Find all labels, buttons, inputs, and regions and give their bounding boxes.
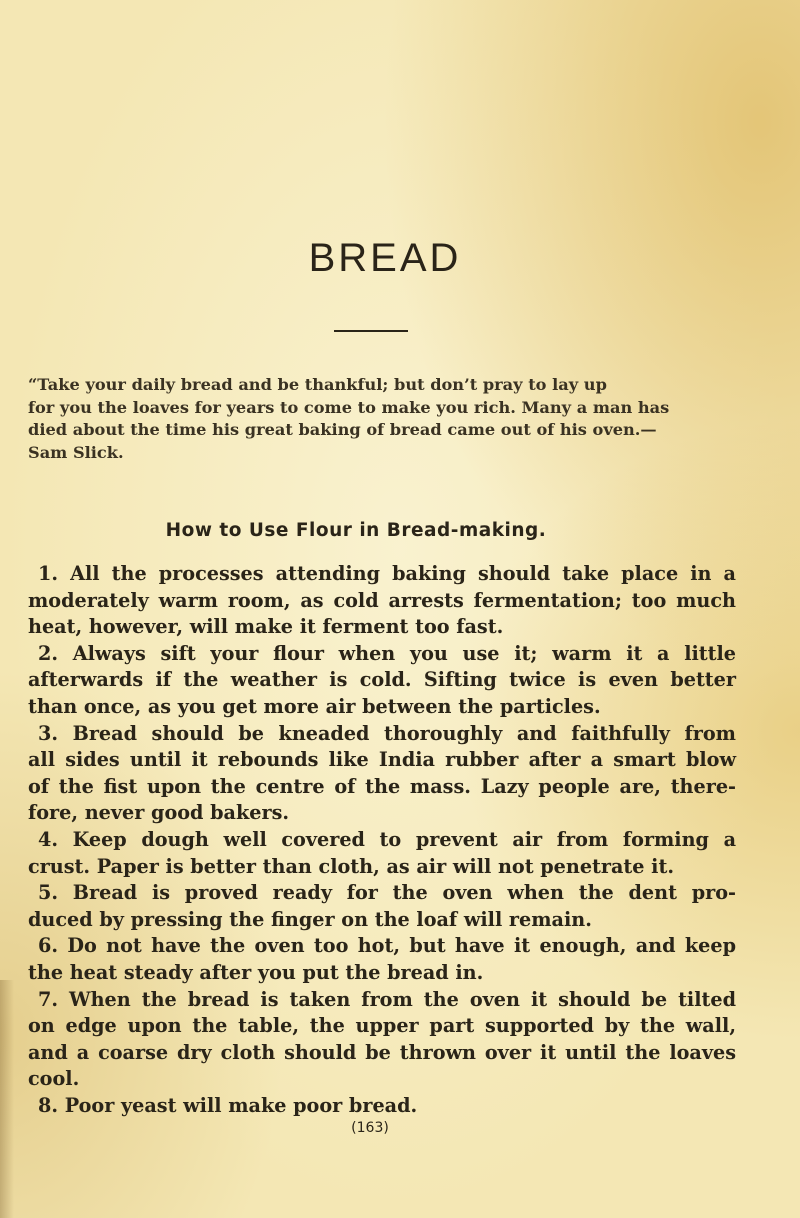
page-title: BREAD <box>308 236 462 280</box>
item-line: 2. Always sift your flour when you use it; warm it a little <box>38 641 736 665</box>
item-line: 6. Do not have the oven too hot, but have it enough, and keep <box>38 934 736 958</box>
epigraph <box>28 374 738 464</box>
epigraph-line: for you the loaves for years to come to make you rich. Many a man has <box>28 397 670 417</box>
item-line: crust. Paper is better than cloth, as air will not penetrate it. <box>28 854 675 878</box>
item-line: duced by pressing the finger on the loaf will remain. <box>28 907 592 931</box>
epigraph-line: Sam Slick. <box>28 442 124 462</box>
page-number: (163) <box>351 1120 389 1136</box>
item-line: 7. When the bread is taken from the oven it should be tilted <box>38 987 736 1011</box>
epigraph-line: died about the time his great baking of bread came out of his oven.— <box>28 420 657 440</box>
item-line: and a coarse dry cloth should be thrown over it until the loaves <box>28 1040 736 1064</box>
item-line: afterwards if the weather is cold. Sifting twice is even better <box>28 668 736 692</box>
list-item <box>28 880 736 933</box>
section-heading: How to Use Flour in Bread-making. <box>165 520 547 541</box>
list-item <box>28 1093 736 1120</box>
list-item <box>28 641 736 721</box>
item-line: 5. Bread is proved ready for the oven when the dent pro- <box>38 881 736 905</box>
list-item <box>28 721 736 827</box>
item-line: than once, as you get more air between the particles. <box>28 694 601 718</box>
item-line: cool. <box>28 1067 80 1091</box>
binding-shadow <box>0 980 14 1218</box>
list-item <box>28 827 736 880</box>
list-item <box>28 987 736 1093</box>
item-line: all sides until it rebounds like India rubber after a smart blow <box>28 748 736 772</box>
list-item <box>28 561 736 641</box>
list-item <box>28 933 736 986</box>
item-line: moderately warm room, as cold arrests fermentation; too much <box>28 588 736 612</box>
item-line: on edge upon the table, the upper part supported by the wall, <box>28 1014 736 1038</box>
item-line: the heat steady after you put the bread in. <box>28 960 484 984</box>
item-line: 4. Keep dough well covered to prevent air from forming a <box>38 827 736 851</box>
item-line: heat, however, will make it ferment too fast. <box>28 615 504 639</box>
item-line: 1. All the processes attending baking should take place in a <box>38 562 736 585</box>
epigraph-line: “Take your daily bread and be thankful; but don’t pray to lay up <box>28 375 607 394</box>
item-line: fore, never good bakers. <box>28 801 290 825</box>
instruction-list <box>28 561 736 1119</box>
item-line: of the fist upon the centre of the mass. Lazy people are, there- <box>28 774 736 798</box>
item-line: 8. Poor yeast will make poor bread. <box>38 1093 418 1117</box>
item-line: 3. Bread should be kneaded thoroughly and faithfully from <box>38 721 736 745</box>
title-rule <box>334 330 408 332</box>
